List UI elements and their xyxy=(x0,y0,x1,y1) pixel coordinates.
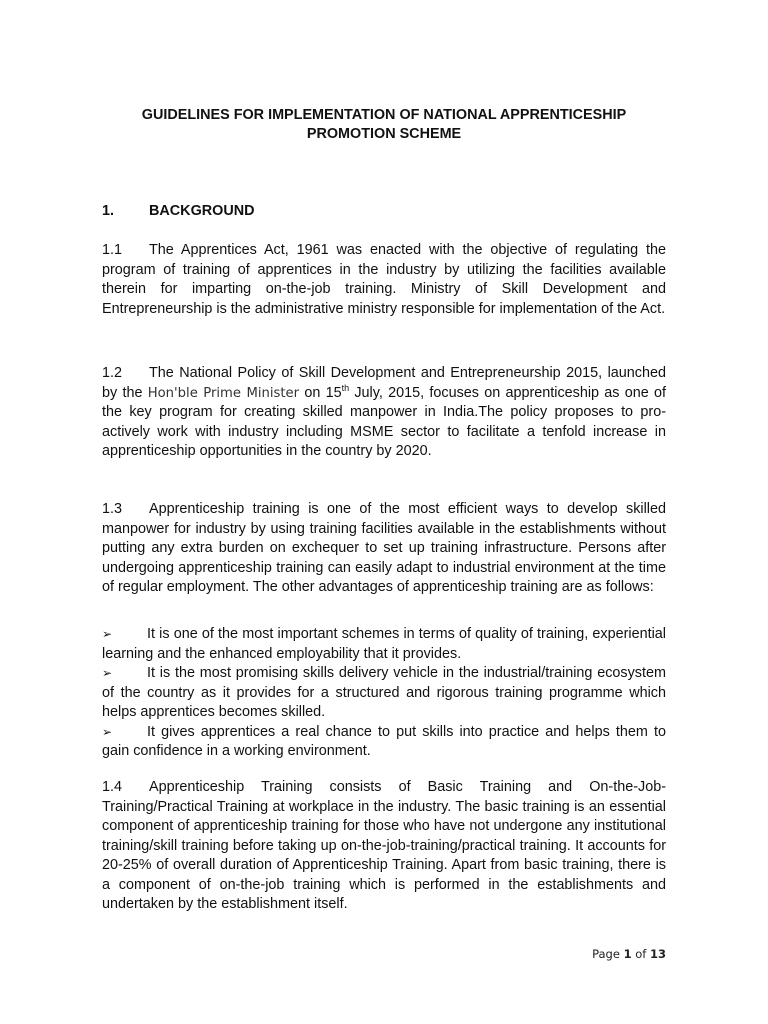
paragraph-text: The National Policy of Skill Development and Entrepreneurship 2015, launched by the xyxy=(102,365,666,401)
page-word: Page xyxy=(592,947,620,961)
document-title xyxy=(102,106,666,144)
paragraph-text: Apprenticeship Training consists of Basic Training and On-the-Job-Training/Practical Training at workplace in the industry. The basic training is an essential component of apprenticeship training for those who have not undergone any institutional training/skill training before taking up on-the-job-training/practical training. It accounts for 20-25% of overall duration of Apprenticeship Training. Apart from basic training, there is a component of on-the-job training which is performed in the establishments and undertaken by the establishment itself. xyxy=(102,779,666,912)
list-item xyxy=(102,723,666,762)
paragraph-text: on 15 xyxy=(299,384,342,401)
list-item xyxy=(102,664,666,723)
current-page-number: 1 xyxy=(623,947,632,961)
section-heading xyxy=(102,202,255,221)
section-title: BACKGROUND xyxy=(149,203,255,219)
paragraph-1-3 xyxy=(102,500,666,598)
paragraph-1-2 xyxy=(102,364,666,462)
title-line-2: PROMOTION SCHEME xyxy=(306,126,462,142)
list-item xyxy=(102,625,666,664)
section-number: 1. xyxy=(102,203,115,219)
paragraph-text: The Apprentices Act, 1961 was enacted with the objective of regulating the program of training of apprentices in the industry by utilizing the facilities available therein for imparting on-the-job training. Ministry of Skill Development and Entrepreneurship is the administrative ministry responsible for implementation of the Act. xyxy=(102,242,666,317)
paragraph-1-1 xyxy=(102,241,666,319)
list-item-text: It gives apprentices a real chance to put skills into practice and helps them to gain confidence in a working environment. xyxy=(102,723,666,759)
paragraph-number: 1.2 xyxy=(102,365,123,381)
ordinal-superscript: th xyxy=(341,382,350,393)
arrow-bullet-icon: ➢ xyxy=(102,627,113,641)
arrow-bullet-icon: ➢ xyxy=(102,724,113,739)
arrow-bullet-icon: ➢ xyxy=(102,666,113,680)
list-item-text: It is the most promising skills delivery vehicle in the industrial/training ecosystem of the country as it provides for a structured and rigorous training programme which helps apprentices becomes skilled. xyxy=(102,665,666,720)
paragraph-text: July, 2015, focuses on apprenticeship as one of the key program for creating skilled manpower in India.The policy proposes to pro-actively work with industry including MSME sector to facilitate a tenfold increase in apprenticeship opportunities in the country by 2020. xyxy=(102,384,666,459)
paragraph-number: 1.4 xyxy=(102,779,123,795)
total-page-count: 13 xyxy=(649,947,666,961)
paragraph-number: 1.1 xyxy=(102,242,123,258)
page-number-footer xyxy=(592,947,666,961)
honorific-text: Hon'ble Prime Minister xyxy=(147,385,300,401)
title-line-1: GUIDELINES FOR IMPLEMENTATION OF NATIONAL APPRENTICESHIP xyxy=(141,107,627,123)
of-word: of xyxy=(635,947,647,961)
advantages-list xyxy=(102,625,666,762)
list-item-text: It is one of the most important schemes in terms of quality of training, experiential learning and the enhanced employability that it provides. xyxy=(102,626,666,662)
paragraph-1-4 xyxy=(102,778,666,915)
paragraph-text: Apprenticeship training is one of the most efficient ways to develop skilled manpower for industry by using training facilities available in the establishments without putting any extra burden on exchequer to set up training infrastructure. Persons after undergoing apprenticeship training can easily adapt to industrial environment at the time of regular employment. The other advantages of apprenticeship training are as follows: xyxy=(102,501,666,595)
paragraph-number: 1.3 xyxy=(102,501,123,517)
